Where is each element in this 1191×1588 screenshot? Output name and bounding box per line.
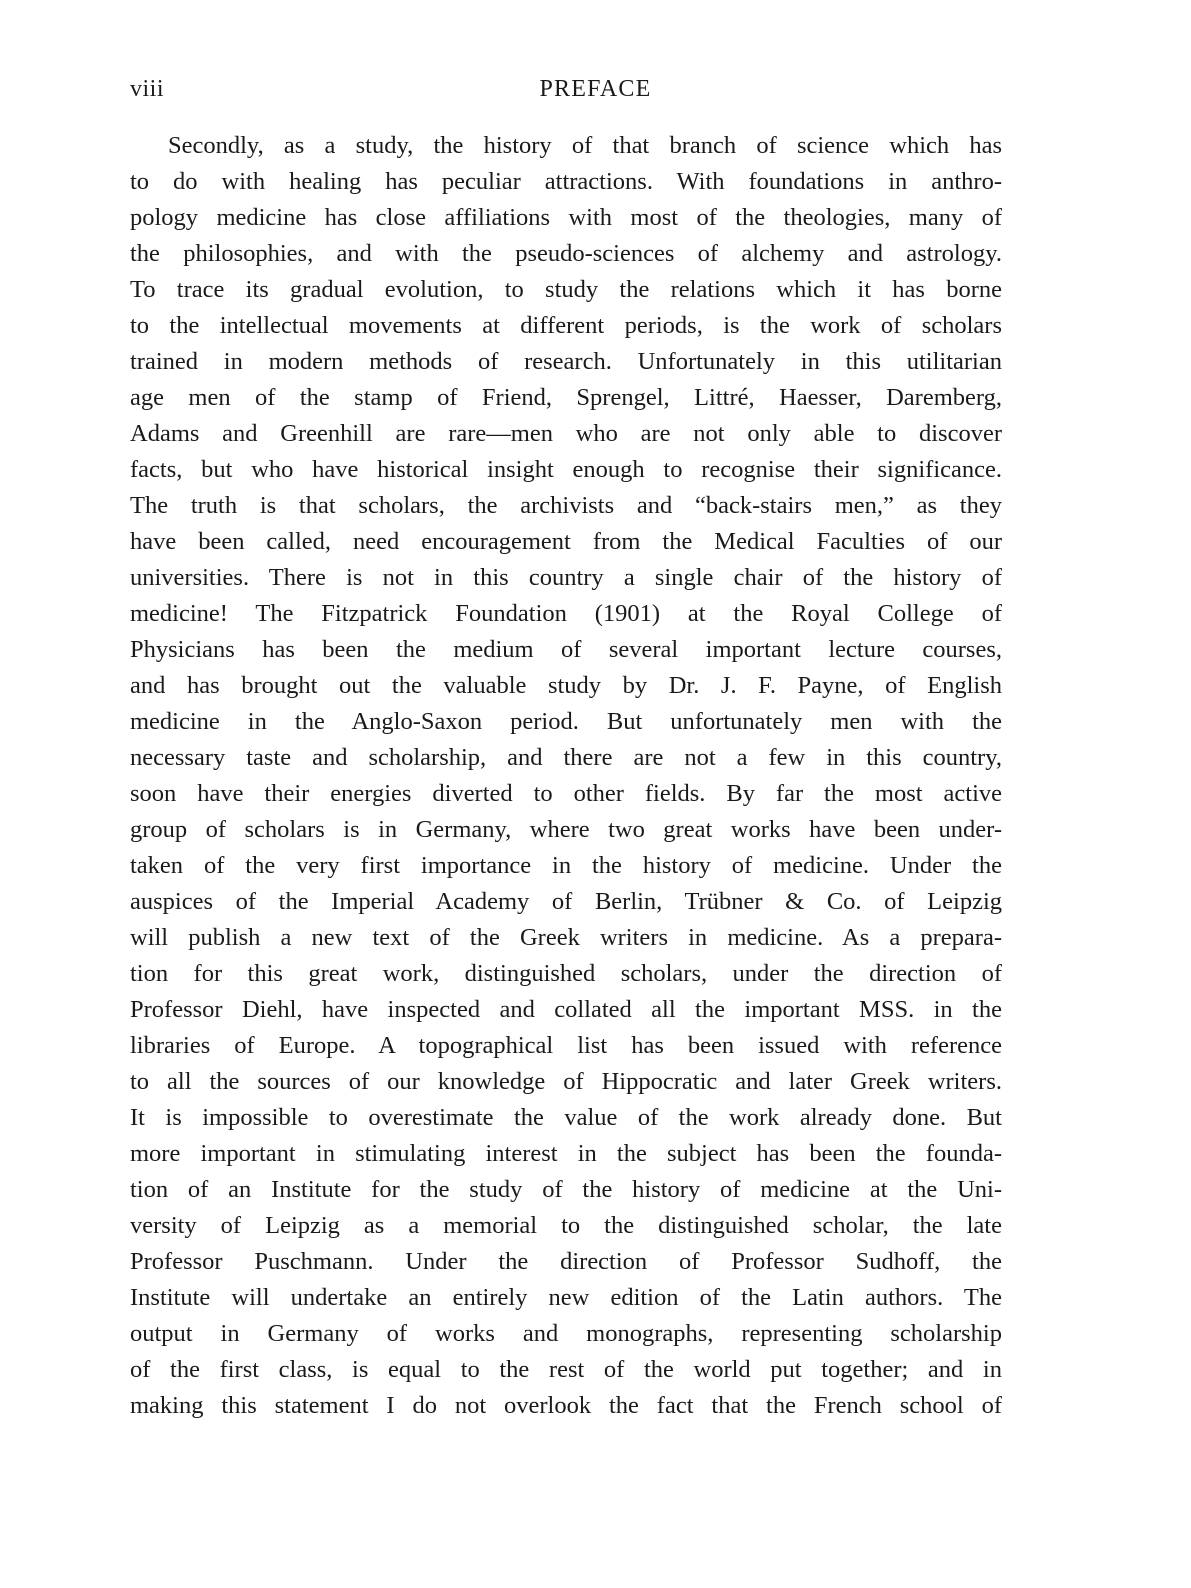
- text-line: of the first class, is equal to the rest of the world put together; and in: [130, 1356, 1002, 1383]
- text-line: tion of an Institute for the study of the history of medicine at the Uni-: [130, 1176, 1002, 1203]
- text-line: to the intellectual movements at different periods, is the work of scholars: [130, 312, 1002, 339]
- text-line: the philosophies, and with the pseudo-sciences of alchemy and astrology.: [130, 240, 1002, 267]
- text-line: making this statement I do not overlook the fact that the French school of: [130, 1392, 1002, 1419]
- text-line: and has brought out the valuable study by Dr. J. F. Payne, of English: [130, 672, 1002, 699]
- text-line: to do with healing has peculiar attractions. With foundations in anthro-: [130, 168, 1002, 195]
- text-line: Institute will undertake an entirely new edition of the Latin authors. The: [130, 1284, 1002, 1311]
- body-paragraph: [130, 128, 1002, 1424]
- text-line: have been called, need encouragement from the Medical Faculties of our: [130, 528, 1002, 555]
- text-line: To trace its gradual evolution, to study the relations which it has borne: [130, 276, 1002, 303]
- text-line: versity of Leipzig as a memorial to the distinguished scholar, the late: [130, 1212, 1002, 1239]
- text-line: medicine! The Fitzpatrick Foundation (1901) at the Royal College of: [130, 600, 1002, 627]
- text-line: more important in stimulating interest in the subject has been the founda-: [130, 1140, 1002, 1167]
- running-head: PREFACE: [539, 76, 652, 102]
- text-line: trained in modern methods of research. Unfortunately in this utilitarian: [130, 348, 1002, 375]
- text-line: will publish a new text of the Greek writers in medicine. As a prepara-: [130, 924, 1002, 951]
- text-line: auspices of the Imperial Academy of Berlin, Trübner & Co. of Leipzig: [130, 888, 1002, 915]
- text-line: taken of the very first importance in the history of medicine. Under the: [130, 852, 1002, 879]
- text-line: It is impossible to overestimate the value of the work already done. But: [130, 1104, 1002, 1131]
- text-line: Adams and Greenhill are rare—men who are not only able to discover: [130, 420, 1002, 447]
- text-line: universities. There is not in this country a single chair of the history of: [130, 564, 1002, 591]
- text-line: to all the sources of our knowledge of Hippocratic and later Greek writers.: [130, 1068, 1002, 1095]
- text-line: group of scholars is in Germany, where two great works have been under-: [130, 816, 1002, 843]
- text-line: Physicians has been the medium of several important lecture courses,: [130, 636, 1002, 663]
- text-line: necessary taste and scholarship, and there are not a few in this country,: [130, 744, 1002, 771]
- text-line: age men of the stamp of Friend, Sprengel, Littré, Haesser, Daremberg,: [130, 384, 1002, 411]
- text-line: tion for this great work, distinguished scholars, under the direction of: [130, 960, 1002, 987]
- text-line: Professor Puschmann. Under the direction of Professor Sudhoff, the: [130, 1248, 1002, 1275]
- page-number: viii: [130, 76, 165, 102]
- text-line: Professor Diehl, have inspected and collated all the important MSS. in the: [130, 996, 1002, 1023]
- text-line: medicine in the Anglo-Saxon period. But unfortunately men with the: [130, 708, 1002, 735]
- text-line: libraries of Europe. A topographical list has been issued with reference: [130, 1032, 1002, 1059]
- text-line: pology medicine has close affiliations with most of the theologies, many of: [130, 204, 1002, 231]
- text-line: Secondly, as a study, the history of that branch of science which has: [168, 132, 1002, 159]
- text-line: facts, but who have historical insight enough to recognise their significance.: [130, 456, 1002, 483]
- text-line: output in Germany of works and monographs, representing scholarship: [130, 1320, 1002, 1347]
- text-line: soon have their energies diverted to other fields. By far the most active: [130, 780, 1002, 807]
- text-line: The truth is that scholars, the archivists and “back-stairs men,” as they: [130, 492, 1002, 519]
